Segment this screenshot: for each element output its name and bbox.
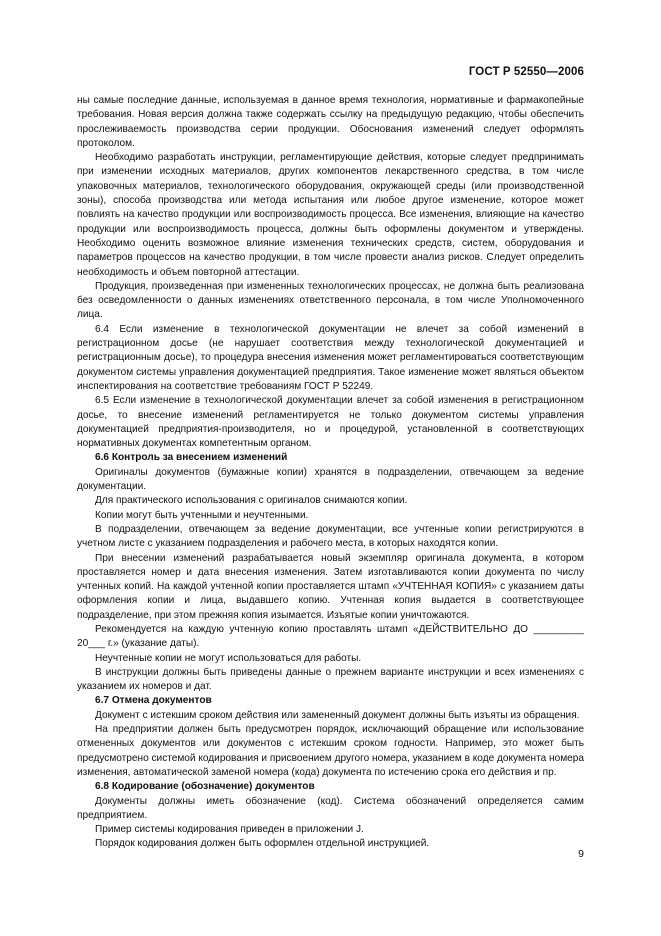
paragraph: Неучтенные копии не могут использоваться для работы.	[95, 652, 362, 664]
paragraph: Документ с истекшим сроком действия или замененный документ должны быть изъяты из обращения.	[95, 709, 580, 721]
paragraph: Документы должны иметь обозначение (код). Система обозначений определяется самим предприятием.	[77, 795, 584, 821]
clause-6-4: 6.4 Если изменение в технологической документации не влечет за собой изменений в регистрационном досье (не нарушает соответствия между технологической документацией и регистрационным досье), то процедура внесения изменения может регламентироваться соответствующим документом системы управления документацией предприятия. Такое изменение может являться объектом инспектирования на соответствие требованиям ГОСТ Р 52249.	[77, 323, 584, 392]
section-heading-6-7: 6.7 Отмена документов	[95, 695, 212, 707]
clause-6-5: 6.5 Если изменение в технологической документации влечет за собой изменения в регистрационном досье, то внесение изменений регламентируется не только документом системы управления документацией предприятия-производителя, но и процедурой, установленной в соответствующих нормативных документах компетентным органом.	[77, 395, 584, 450]
paragraph: В инструкции должны быть приведены данные о прежнем варианте инструкции и всех изменениях с указанием их номеров и дат.	[77, 666, 584, 693]
paragraph: Пример системы кодирования приведен в приложении J.	[95, 824, 364, 836]
section-heading-6-6: 6.6 Контроль за внесением изменений	[95, 452, 288, 464]
paragraph: Порядок кодирования должен быть оформлен отдельной инструкцией.	[95, 838, 430, 850]
paragraph: Необходимо разработать инструкции, регламентирующие действия, которые следует предпринимать при изменении исходных материалов, других компонентов лекарственного средства, в том числе упаковочных материалов, технологического оборудования, окружающей среды (или производственной зоны), способа производства или метода испытания или любое другое изменение, которое может повлиять на качество продукции или воспроизводимость процесса. Все изменения, влияющие на качество продукции или воспроизводимость процесса, должны быть оформлены документом и утверждены. Необходимо оценить возможное влияние изменения технических средств, систем, оборудования и параметров процессов на качество продукции, в том числе провести анализ рисков. Следует определить необходимость и объем повторной аттестации.	[77, 152, 584, 278]
paragraph: Продукция, произведенная при измененных технологических процессах, не должна быть реализована без осведомленности о данных изменениях ответственного персонала, в том числе Уполномоченного лица.	[77, 280, 584, 321]
section-heading-6-8: 6.8 Кодирование (обозначение) документов	[95, 781, 315, 793]
paragraph: Для практического использования с оригиналов снимаются копии.	[95, 495, 408, 507]
paragraph: На предприятии должен быть предусмотрен порядок, исключающий обращение или использование отмененных документов или документов с истекшим сроком годности. Например, это может быть предусмотрено системой кодирования и присвоением другого номера, указанием в коде документа номера изменения, автоматической заменой номера (кода) документа по истечению срока его действия и пр.	[77, 724, 584, 778]
document-body	[77, 94, 584, 852]
paragraph: ны самые последние данные, используемая в данное время технология, нормативные и фармакопейные требования. Новая версия должна также содержать ссылку на предыдущую редакцию, чтобы обеспечить прослеживаемость производства серии продукции. Обоснования изменений следует оформлять протоколом.	[77, 95, 584, 149]
paragraph: Оригиналы документов (бумажные копии) хранятся в подразделении, отвечающем за ведение документации.	[77, 466, 584, 493]
paragraph: Копии могут быть учтенными и неучтенными.	[95, 509, 309, 521]
page-header-standard-id: ГОСТ Р 52550—2006	[468, 66, 584, 78]
paragraph: При внесении изменений разрабатывается новый экземпляр оригинала документа, в котором проставляется номер и дата внесения изменения. Затем изготавливаются копии документа по числу учтенных копий. На каждой учтенной копии проставляется штамп «УЧТЕННАЯ КОПИЯ» с указанием даты оформления копии и лица, выдавшего копию. Учтенная копия выдается в соответствующее подразделение, при этом прежняя копия изымается. Изъятые копии уничтожаются.	[77, 552, 584, 621]
paragraph: Рекомендуется на каждую учтенную копию проставлять штамп «ДЕЙСТВИТЕЛЬНО ДО _________ 20___ г.» (указание даты).	[77, 623, 584, 650]
paragraph: В подразделении, отвечающем за ведение документации, все учтенные копии регистрируются в учетном листе с указанием подразделения и рабочего места, в которых находятся копии.	[77, 523, 584, 550]
page-number: 9	[578, 848, 584, 860]
